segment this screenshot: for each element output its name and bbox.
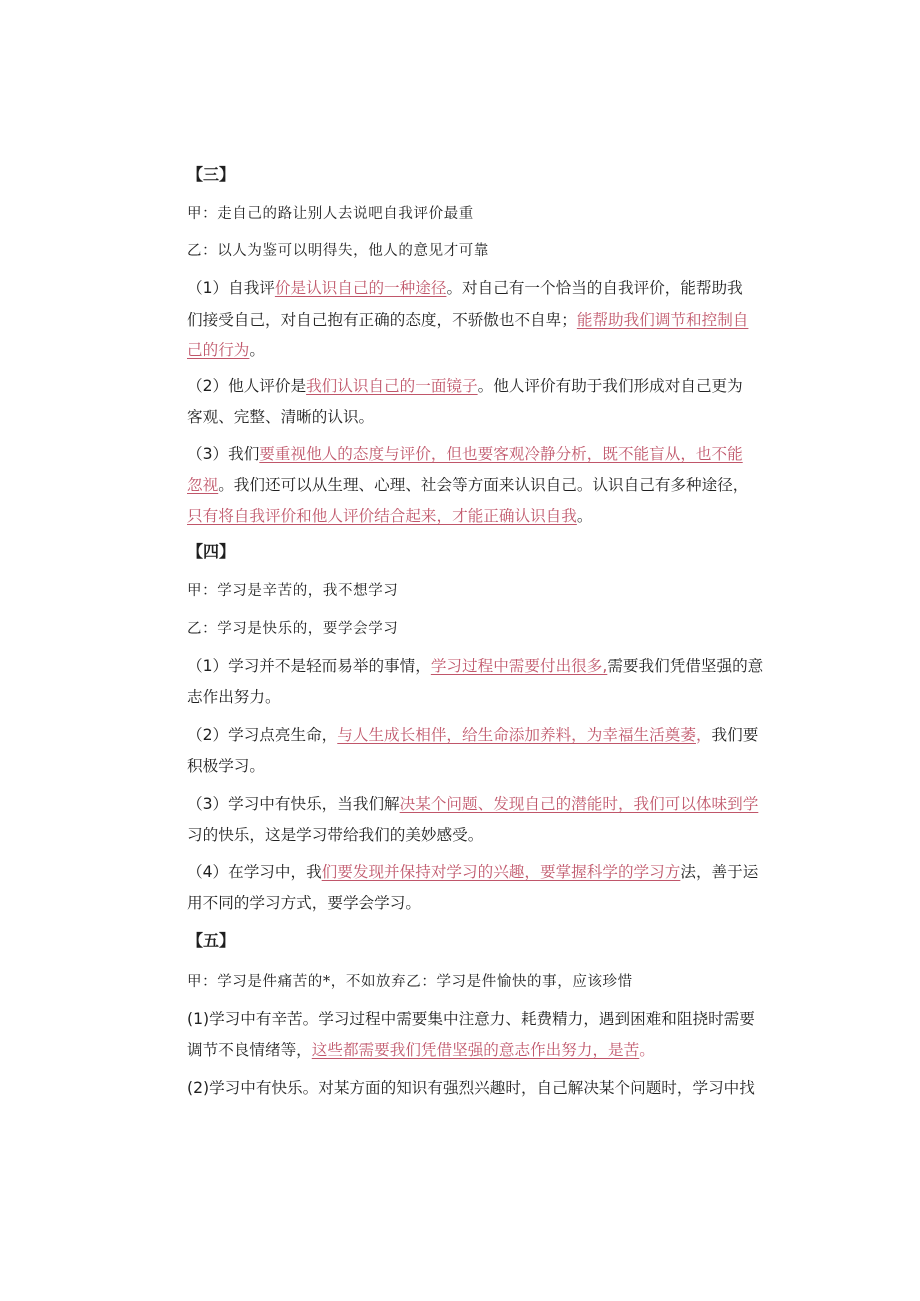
- text: 。: [639, 1041, 655, 1059]
- text: （3）我们: [187, 445, 260, 463]
- paragraph-4-2-line-1: [187, 724, 758, 746]
- text: 。: [249, 341, 265, 359]
- paragraph-3-1-line-3: [187, 339, 265, 361]
- jia-statement-5: 甲：学习是件痛苦的*，不如放弃乙：学习是件愉快的事，应该珍惜: [187, 974, 633, 990]
- text: 。: [576, 507, 593, 525]
- paragraph-3-2-line-2: 客观、完整、清晰的认识。: [187, 408, 375, 426]
- highlight-text: 们要发现并保持对学习的兴趣，要掌握科学的学习方: [321, 863, 681, 881]
- paragraph-4-2-line-2: 积极学习。: [187, 757, 265, 775]
- paragraph-5-1-line-1: (1)学习中有辛苦。学习过程中需要集中注意力、耗费精力，遇到困难和阻挠时需要: [187, 1010, 755, 1028]
- section-heading-5: 【五】: [187, 931, 236, 950]
- text: 。对自己有一个恰当的自我评价，能帮助我: [446, 279, 743, 297]
- text: 需要我们凭借坚强的意: [607, 657, 764, 675]
- paragraph-5-2-line-1: (2)学习中有快乐。对某方面的知识有强烈兴趣时，自己解决某个问题时，学习中找: [187, 1079, 755, 1097]
- paragraph-3-3-line-1: [187, 443, 743, 465]
- paragraph-4-3-line-2: 习的快乐，这是学习带给我们的美妙感受。: [187, 826, 484, 844]
- text: （1）学习并不是轻而易举的事情，: [187, 657, 431, 675]
- text: （2）他人评价是: [187, 377, 307, 395]
- paragraph-4-1-line-1: [187, 655, 763, 677]
- jia-statement-4: 甲：学习是辛苦的，我不想学习: [187, 583, 399, 599]
- paragraph-4-3-line-1: [187, 793, 758, 815]
- text: 们接受自己，对自己抱有正确的态度，不骄傲也不自卑；: [187, 311, 577, 329]
- text: 。他人评价有助于我们形成对自己更为: [477, 377, 743, 395]
- text: ，: [695, 726, 712, 744]
- yi-statement-3: 乙：以人为鉴可以明得失，他人的意见才可靠: [187, 243, 489, 259]
- text: 。我们还可以从生理、心理、社会等方面来认识自己。认识自己有多种途径，: [218, 476, 749, 494]
- highlight-text: 学习过程中需要付出很多,: [430, 657, 608, 675]
- highlight-text: 与人生成长相伴，给生命添加养料，为幸福生活奠萎: [337, 726, 696, 744]
- paragraph-3-3-line-3: [187, 505, 592, 527]
- paragraph-3-1-line-1: [187, 277, 743, 299]
- highlight-text: 我们认识自己的一面镜子: [306, 377, 478, 395]
- paragraph-4-1-line-2: 志作出努力。: [187, 688, 281, 706]
- section-heading-3: 【三】: [187, 165, 236, 184]
- highlight-text: 己的行为: [187, 341, 250, 359]
- jia-statement-3: 甲：走自己的路让别人去说吧自我评价最重: [187, 206, 474, 222]
- highlight-text: 能帮助我们调节和控制自: [576, 311, 749, 329]
- text: （4）在学习中，我: [187, 863, 322, 881]
- text: （2）学习点亮生命，: [187, 726, 338, 744]
- paragraph-5-1-line-2: [187, 1039, 655, 1061]
- highlight-text: 忽视: [187, 476, 219, 494]
- paragraph-4-4-line-2: 用不同的学习方式，要学会学习。: [187, 894, 421, 912]
- paragraph-3-2-line-1: [187, 375, 743, 397]
- text: 法，善于运: [680, 863, 759, 881]
- highlight-text: 要重视他人的态度与评价，但也要客观冷静分析，既不能盲从，也不能: [259, 445, 743, 463]
- text: （3）学习中有快乐，当我们解: [187, 795, 400, 813]
- highlight-text: 价是认识自己的一种途径: [274, 279, 447, 297]
- paragraph-3-3-line-2: [187, 474, 748, 496]
- text: 调节不良情绪等，: [187, 1041, 312, 1059]
- section-heading-4: 【四】: [187, 542, 236, 561]
- text: （1）自我评: [187, 279, 275, 297]
- highlight-text: 这些都需要我们凭借坚强的意志作出努力，是苦: [311, 1041, 640, 1059]
- highlight-text: 只有将自我评价和他人评价结合起来，才能正确认识自我: [187, 507, 577, 525]
- paragraph-3-1-line-2: [187, 309, 748, 331]
- yi-statement-4: 乙：学习是快乐的，要学会学习: [187, 621, 399, 637]
- text: 我们要: [711, 726, 759, 744]
- paragraph-4-4-line-1: [187, 861, 758, 883]
- highlight-text: 决某个问题、发现自己的潜能时，我们可以体味到学: [399, 795, 759, 813]
